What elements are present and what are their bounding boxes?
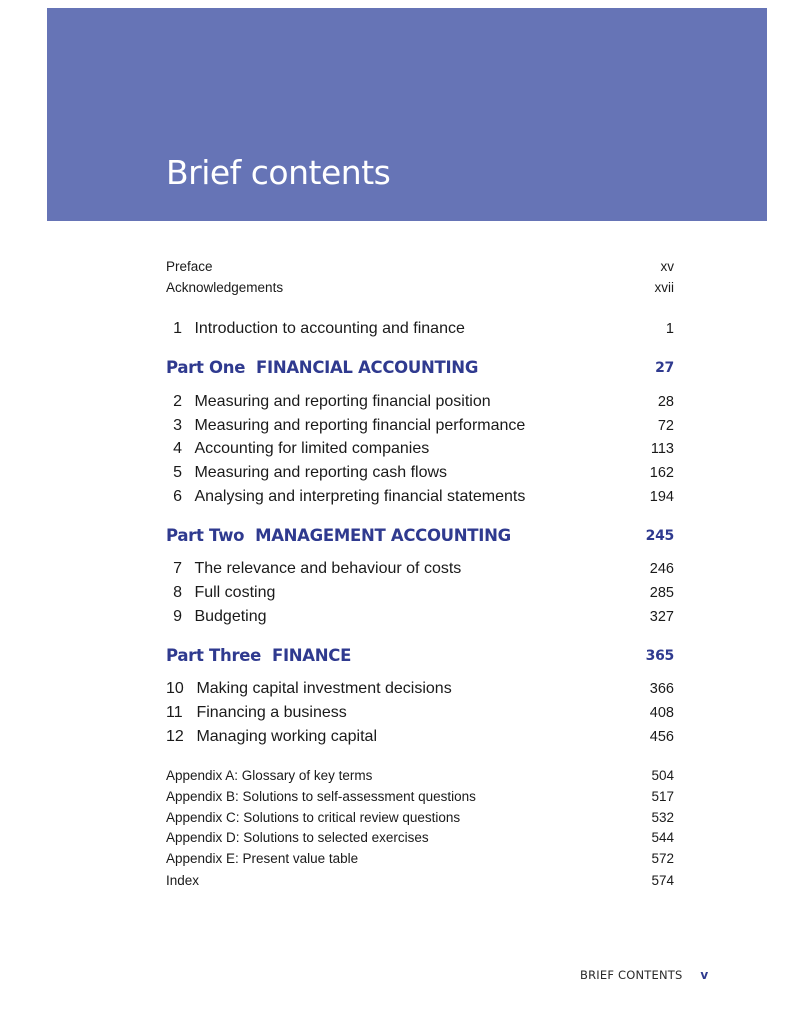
chapter-number: 5 — [173, 464, 182, 481]
chapter-page: 72 — [657, 418, 674, 434]
toc-part-one[interactable] — [166, 356, 674, 380]
chapter-number: 7 — [173, 560, 182, 577]
toc-entry-page: 532 — [651, 810, 674, 825]
part-name: FINANCIAL ACCOUNTING — [256, 358, 479, 377]
part-label: Part Three — [166, 646, 262, 665]
toc-entry-acknowledgements[interactable] — [166, 279, 674, 297]
toc-entry-title: Appendix A: Glossary of key terms — [166, 768, 373, 783]
page-folio: v — [700, 968, 709, 982]
chapter-number: 2 — [173, 393, 182, 410]
title-banner — [47, 8, 767, 221]
chapter-page: 285 — [649, 585, 674, 601]
toc-appendix-b[interactable] — [166, 788, 674, 806]
toc-entry-title: Preface — [166, 259, 213, 274]
chapter-page: 194 — [649, 489, 674, 505]
toc-entry-title: Appendix D: Solutions to selected exercises — [166, 830, 429, 845]
part-page: 365 — [645, 648, 674, 664]
toc-chapter-12[interactable] — [166, 726, 674, 748]
toc-chapter-6[interactable] — [166, 486, 674, 508]
chapter-title: Full costing — [194, 584, 276, 601]
toc-appendix-a[interactable] — [166, 767, 674, 785]
chapter-page: 28 — [657, 394, 674, 410]
chapter-title: Accounting for limited companies — [194, 440, 430, 457]
chapter-page: 246 — [649, 561, 674, 577]
chapter-title: Financing a business — [196, 704, 347, 721]
chapter-title: Measuring and reporting financial performance — [194, 417, 526, 434]
toc-chapter-8[interactable] — [166, 582, 674, 604]
chapter-title: Budgeting — [194, 608, 267, 625]
toc-appendix-c[interactable] — [166, 809, 674, 827]
chapter-number: 3 — [173, 417, 182, 434]
chapter-page: 327 — [649, 609, 674, 625]
page-footer — [580, 968, 708, 982]
toc-entry-page: 544 — [651, 830, 674, 845]
chapter-title: Making capital investment decisions — [196, 680, 452, 697]
chapter-number: 6 — [173, 488, 182, 505]
toc-entry-page: 504 — [651, 768, 674, 783]
toc-chapter-11[interactable] — [166, 702, 674, 724]
toc-entry-page: 574 — [651, 873, 674, 888]
part-label: Part One — [166, 358, 246, 377]
chapter-number: 12 — [166, 728, 184, 745]
chapter-page: 408 — [649, 705, 674, 721]
toc-chapter-1[interactable] — [166, 318, 674, 340]
toc-part-three[interactable] — [166, 644, 674, 668]
toc-entry-title: Acknowledgements — [166, 280, 284, 295]
chapter-number: 9 — [173, 608, 182, 625]
toc-entry-title: Appendix B: Solutions to self-assessment questions — [166, 789, 476, 804]
chapter-page: 456 — [649, 729, 674, 745]
part-label: Part Two — [166, 526, 245, 545]
chapter-title: Introduction to accounting and finance — [194, 320, 465, 337]
part-page: 27 — [655, 360, 674, 376]
part-page: 245 — [645, 528, 674, 544]
chapter-page: 162 — [649, 465, 674, 481]
toc-entry-title: Appendix C: Solutions to critical review questions — [166, 810, 461, 825]
chapter-number: 10 — [166, 680, 184, 697]
chapter-title: Managing working capital — [196, 728, 377, 745]
page-title: Brief contents — [166, 153, 391, 192]
toc-entry-page: 572 — [651, 851, 674, 866]
toc-part-two[interactable] — [166, 524, 674, 548]
toc-entry-title: Appendix E: Present value table — [166, 851, 359, 866]
chapter-number: 1 — [173, 320, 182, 337]
toc-chapter-3[interactable] — [166, 415, 674, 437]
toc-appendix-d[interactable] — [166, 829, 674, 847]
chapter-page: 1 — [665, 321, 674, 337]
chapter-title: The relevance and behaviour of costs — [194, 560, 462, 577]
toc-index[interactable] — [166, 872, 674, 890]
toc-chapter-2[interactable] — [166, 391, 674, 413]
chapter-page: 366 — [649, 681, 674, 697]
toc-entry-title: Index — [166, 873, 200, 888]
chapter-title: Measuring and reporting financial position — [194, 393, 491, 410]
chapter-page: 113 — [650, 441, 674, 457]
chapter-number: 8 — [173, 584, 182, 601]
toc-entry-page: 517 — [651, 789, 674, 804]
toc-entry-page: xv — [660, 259, 674, 274]
chapter-number: 4 — [173, 440, 182, 457]
part-name: FINANCE — [271, 646, 352, 665]
chapter-number: 11 — [166, 704, 183, 721]
toc-chapter-4[interactable] — [166, 438, 674, 460]
toc-chapter-5[interactable] — [166, 462, 674, 484]
chapter-title: Measuring and reporting cash flows — [194, 464, 448, 481]
part-name: MANAGEMENT ACCOUNTING — [255, 526, 511, 545]
toc-chapter-9[interactable] — [166, 606, 674, 628]
toc-entry-page: xvii — [654, 280, 674, 295]
toc-chapter-10[interactable] — [166, 678, 674, 700]
toc-entry-preface[interactable] — [166, 258, 674, 276]
toc-appendix-e[interactable] — [166, 850, 674, 868]
running-head: BRIEF CONTENTS — [580, 968, 683, 982]
chapter-title: Analysing and interpreting financial statements — [194, 488, 526, 505]
toc-chapter-7[interactable] — [166, 558, 674, 580]
